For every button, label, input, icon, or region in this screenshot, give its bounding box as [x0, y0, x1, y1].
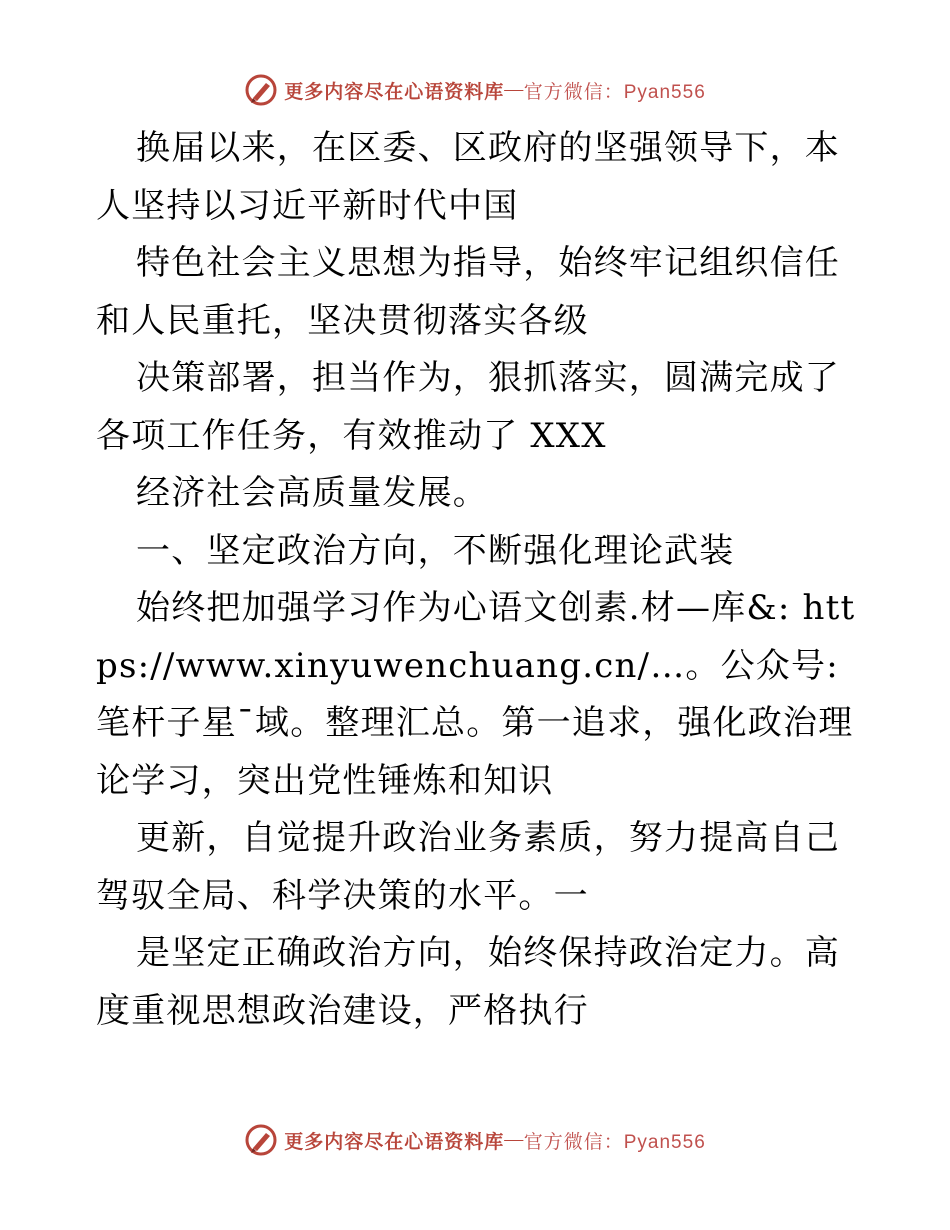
paragraph: 特色社会主义思想为指导，始终牢记组织信任和人民重托，坚决贯彻落实各级 [96, 243, 840, 341]
banner-wechat-text: 官方微信：Pyan556 [523, 1131, 706, 1153]
banner-dash: — [504, 79, 524, 100]
banner-dash: — [504, 1129, 524, 1150]
banner-main-text: 更多内容尽在心语资料库 [284, 80, 505, 103]
paragraph: 是坚定正确政治方向，始终保持政治定力。高度重视思想政治建设，严格执行 [96, 933, 840, 1031]
header-banner [0, 70, 950, 110]
paragraph: 始终把加强学习作为心语文创素.材—库&: https://www.xinyuwenchuang.cn/…。公众号: 笔杆子星¯域。整理汇总。第一追求，强化政治理论学习，突出党性锤炼和知识 [96, 588, 856, 801]
banner-wechat-text: 官方微信：Pyan556 [523, 81, 706, 103]
paragraph: 换届以来，在区委、区政府的坚强领导下，本人坚持以习近平新时代中国 [96, 128, 840, 226]
pen-logo-icon [244, 1123, 278, 1157]
pen-logo-icon [244, 73, 278, 107]
paragraph: 经济社会高质量发展。 [136, 473, 488, 513]
banner-main-text: 更多内容尽在心语资料库 [284, 1130, 505, 1153]
footer-banner [0, 1120, 950, 1160]
paragraph: 更新，自觉提升政治业务素质，努力提高自己驾驭全局、科学决策的水平。一 [96, 818, 840, 916]
section-heading: 一、坚定政治方向，不断强化理论武装 [136, 530, 735, 571]
paragraph: 决策部署，担当作为，狠抓落实，圆满完成了各项工作任务，有效推动了 XXX [96, 358, 840, 456]
document-body [96, 120, 856, 1040]
